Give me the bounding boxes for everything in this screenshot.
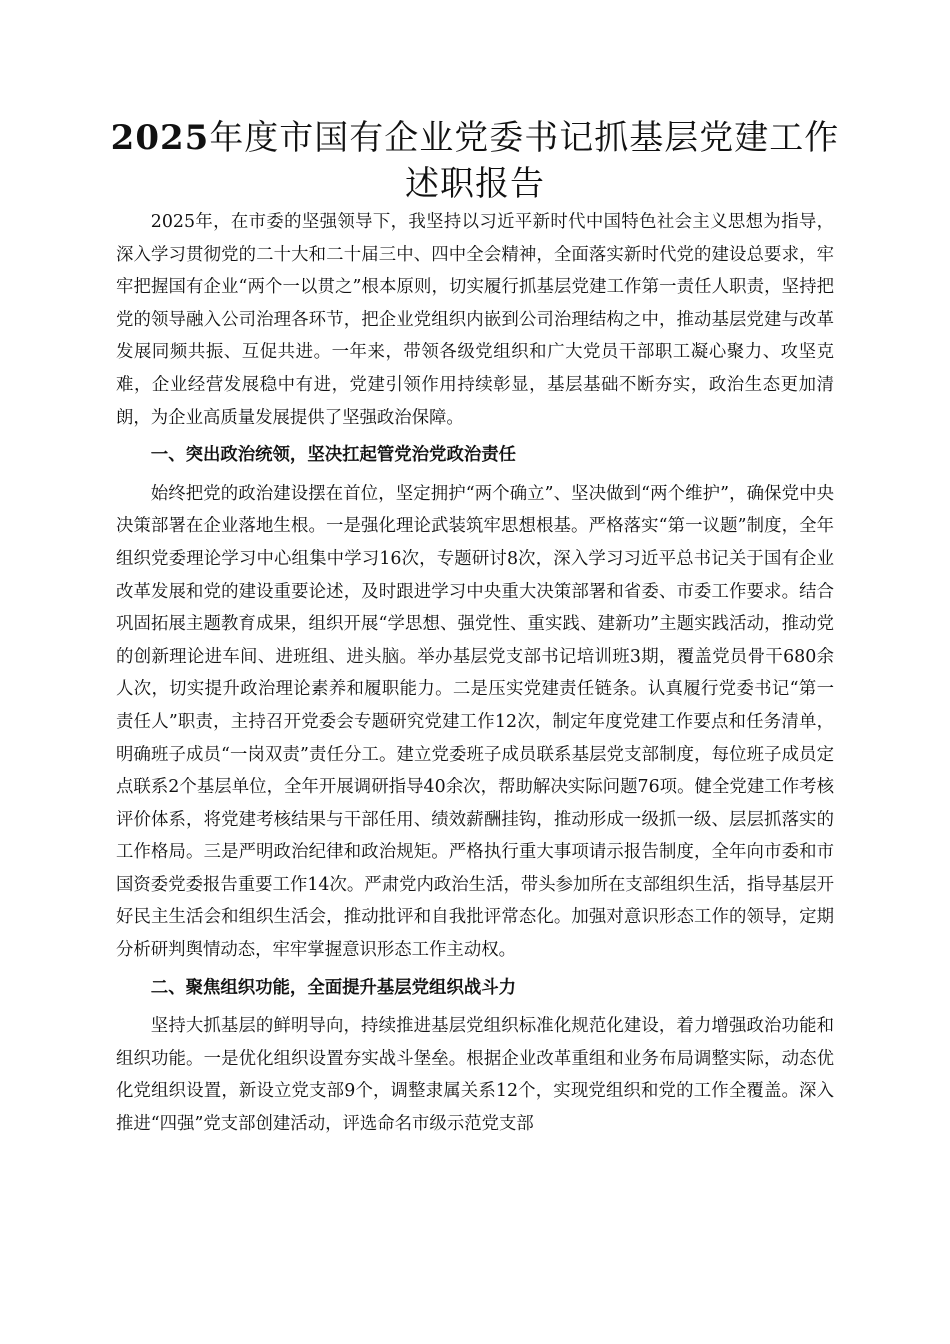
title-text: 年度市国有企业党委书记抓基层党建工作: [209, 118, 840, 158]
section-1-heading: 一、突出政治统领，坚决扛起管党治党政治责任: [150, 445, 517, 466]
document-body: [116, 206, 834, 1141]
document-title-line-2: 述职报告: [405, 164, 545, 204]
section-2-heading: 二、聚焦组织功能，全面提升基层党组织战斗力: [150, 977, 517, 998]
section-1-paragraph: 始终把党的政治建设摆在首位，坚定拥护“两个确立”、坚决做到“两个维护”，确保党中央决策部署在企业落地生根。一是强化理论武装筑牢思想根基。严格落实“第一议题”制度，全年组织党委理论学习中心组集中学习16次，专题研讨8次，深入学习习近平总书记关于国有企业改革发展和党的建设重要论述，及时跟进学习中央重大决策部署和省委、市委工作要求。结合巩固拓展主题教育成果，组织开展“学思想、强党性、重实践、建新功”主题实践活动，推动党的创新理论进车间、进班组、进头脑。举办基层党支部书记培训班3期，覆盖党员骨干680余人次，切实提升政治理论素养和履职能力。二是压实党建责任链条。认真履行党委书记“第一责任人”职责，主持召开党委会专题研究党建工作12次，制定年度党建工作要点和任务清单，明确班子成员“一岗双责”责任分工。建立党委班子成员联系基层党支部制度，每位班子成员定点联系2个基层单位，全年开展调研指导40余次，帮助解决实际问题76项。健全党建工作考核评价体系，将党建考核结果与干部任用、绩效薪酬挂钩，推动形成一级抓一级、层层抓落实的工作格局。三是严明政治纪律和政治规矩。严格执行重大事项请示报告制度，全年向市委和市国资委党委报告重要工作14次。严肃党内政治生活，带头参加所在支部组织生活，指导基层开好民主生活会和组织生活会，推动批评和自我批评常态化。加强对意识形态工作的领导，定期分析研判舆情动态，牢牢掌握意识形态工作主动权。: [116, 483, 834, 961]
section-2-paragraph: 坚持大抓基层的鲜明导向，持续推进基层党组织标准化规范化建设，着力增强政治功能和组织功能。一是优化组织设置夯实战斗堡垒。根据企业改革重组和业务布局调整实际，动态优化党组织设置，新设立党支部9个，调整隶属关系12个，实现党组织和党的工作全覆盖。深入推进“四强”党支部创建活动，评选命名市级示范党支部: [116, 1016, 834, 1135]
intro-paragraph: 2025年，在市委的坚强领导下，我坚持以习近平新时代中国特色社会主义思想为指导，深入学习贯彻党的二十大和二十届三中、四中全会精神，全面落实新时代党的建设总要求，牢牢把握国有企业“两个一以贯之”根本原则，切实履行抓基层党建工作第一责任人职责，坚持把党的领导融入公司治理各环节，把企业党组织内嵌到公司治理结构之中，推动基层党建与改革发展同频共振、互促共进。一年来，带领各级党组织和广大党员干部职工凝心聚力、攻坚克难，企业经营发展稳中有进，党建引领作用持续彰显，基层基础不断夯实，政治生态更加清朗，为企业高质量发展提供了坚强政治保障。: [116, 212, 834, 428]
title-year: 2025: [110, 118, 210, 158]
document-title-line-1: [110, 116, 840, 160]
